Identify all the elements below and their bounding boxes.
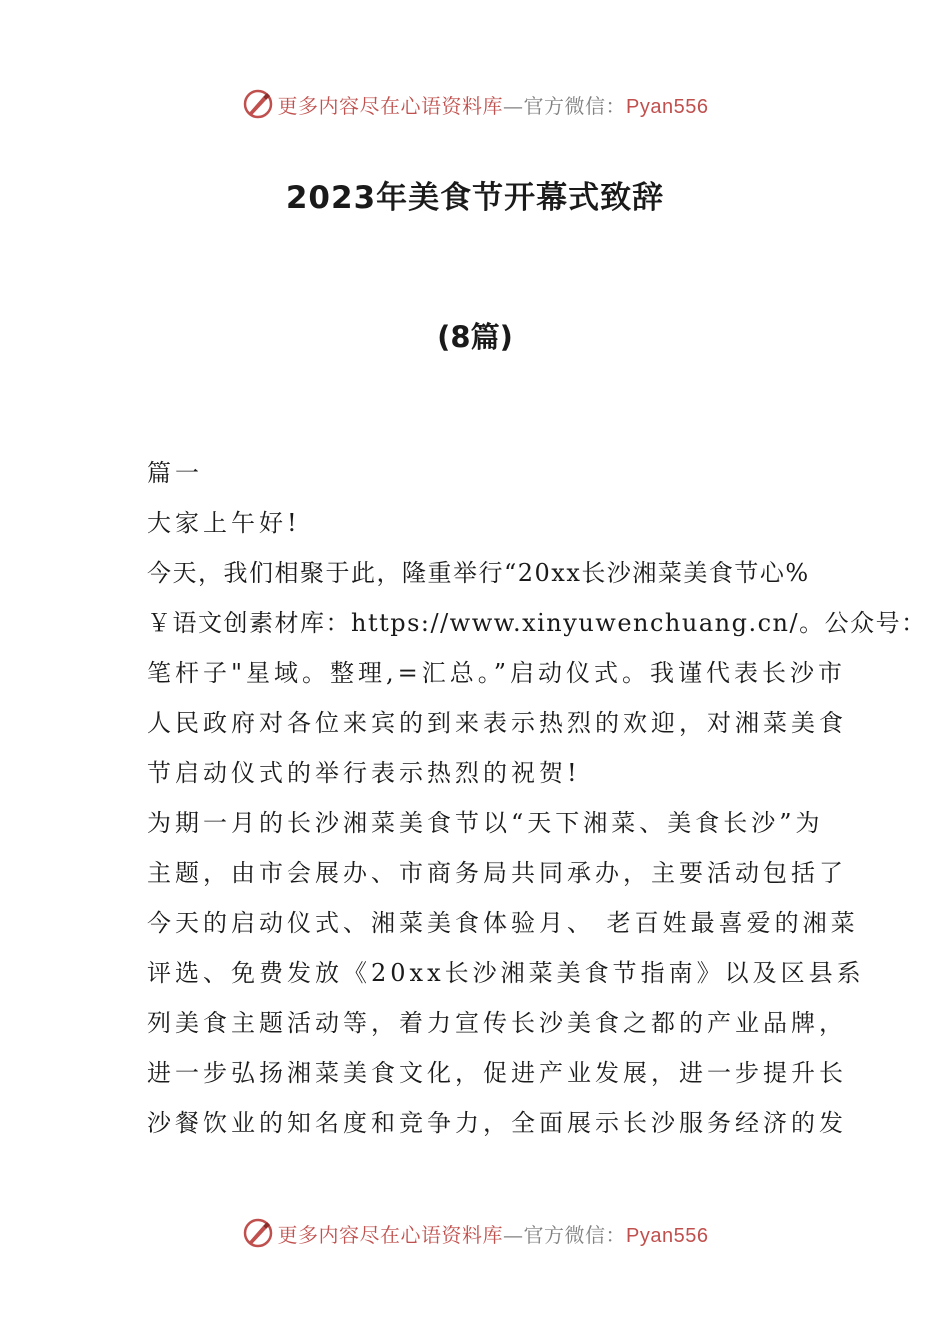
watermark-text xyxy=(278,90,709,119)
body-text xyxy=(147,448,927,1148)
body-line: ￥语文创素材库：https://www.xinyuwenchuang.cn/。公众号： xyxy=(147,609,927,637)
pen-logo-icon xyxy=(242,1217,274,1249)
body-line: 今天的启动仪式、湘菜美食体验月、 老百姓最喜爱的湘菜 xyxy=(147,909,859,937)
watermark-official: 官方微信： xyxy=(523,1222,627,1247)
body-line: 节启动仪式的举行表示热烈的祝贺! xyxy=(147,759,581,787)
watermark-main: 更多内容尽在心语资料库 xyxy=(277,93,504,118)
body-line: 列美食主题活动等，着力宣传长沙美食之都的产业品牌， xyxy=(147,1009,847,1037)
document-title: 2023年美食节开幕式致辞 xyxy=(285,180,665,216)
document-subtitle: (8篇) xyxy=(437,320,513,354)
watermark-id: Pyan556 xyxy=(626,95,709,118)
footer-watermark xyxy=(0,1213,950,1253)
body-line: 主题，由市会展办、市商务局共同承办，主要活动包括了 xyxy=(147,859,847,887)
body-line: 进一步弘扬湘菜美食文化，促进产业发展，进一步提升长 xyxy=(147,1059,847,1087)
watermark-main: 更多内容尽在心语资料库 xyxy=(277,1222,504,1247)
body-line: 今天，我们相聚于此，隆重举行“20xx长沙湘菜美食节心% xyxy=(147,559,810,587)
body-line: 人民政府对各位来宾的到来表示热烈的欢迎，对湘菜美食 xyxy=(147,709,847,737)
body-line: 评选、免费发放《20xx长沙湘菜美食节指南》以及区县系 xyxy=(147,959,865,987)
watermark-dash: — xyxy=(503,1222,524,1247)
pen-logo-icon xyxy=(242,88,274,120)
watermark-dash: — xyxy=(503,93,524,118)
watermark-official: 官方微信： xyxy=(523,93,627,118)
body-line: 篇一 xyxy=(147,459,203,487)
body-line: 为期一月的长沙湘菜美食节以“天下湘菜、美食长沙”为 xyxy=(147,809,824,837)
body-line: 沙餐饮业的知名度和竞争力，全面展示长沙服务经济的发 xyxy=(147,1109,847,1137)
header-watermark xyxy=(0,84,950,124)
body-line: 大家上午好! xyxy=(147,509,301,537)
watermark-text xyxy=(278,1219,709,1248)
body-line: 笔杆子"星域。整理,=汇总。”启动仪式。我谨代表长沙市 xyxy=(147,659,847,687)
watermark-id: Pyan556 xyxy=(626,1224,709,1247)
